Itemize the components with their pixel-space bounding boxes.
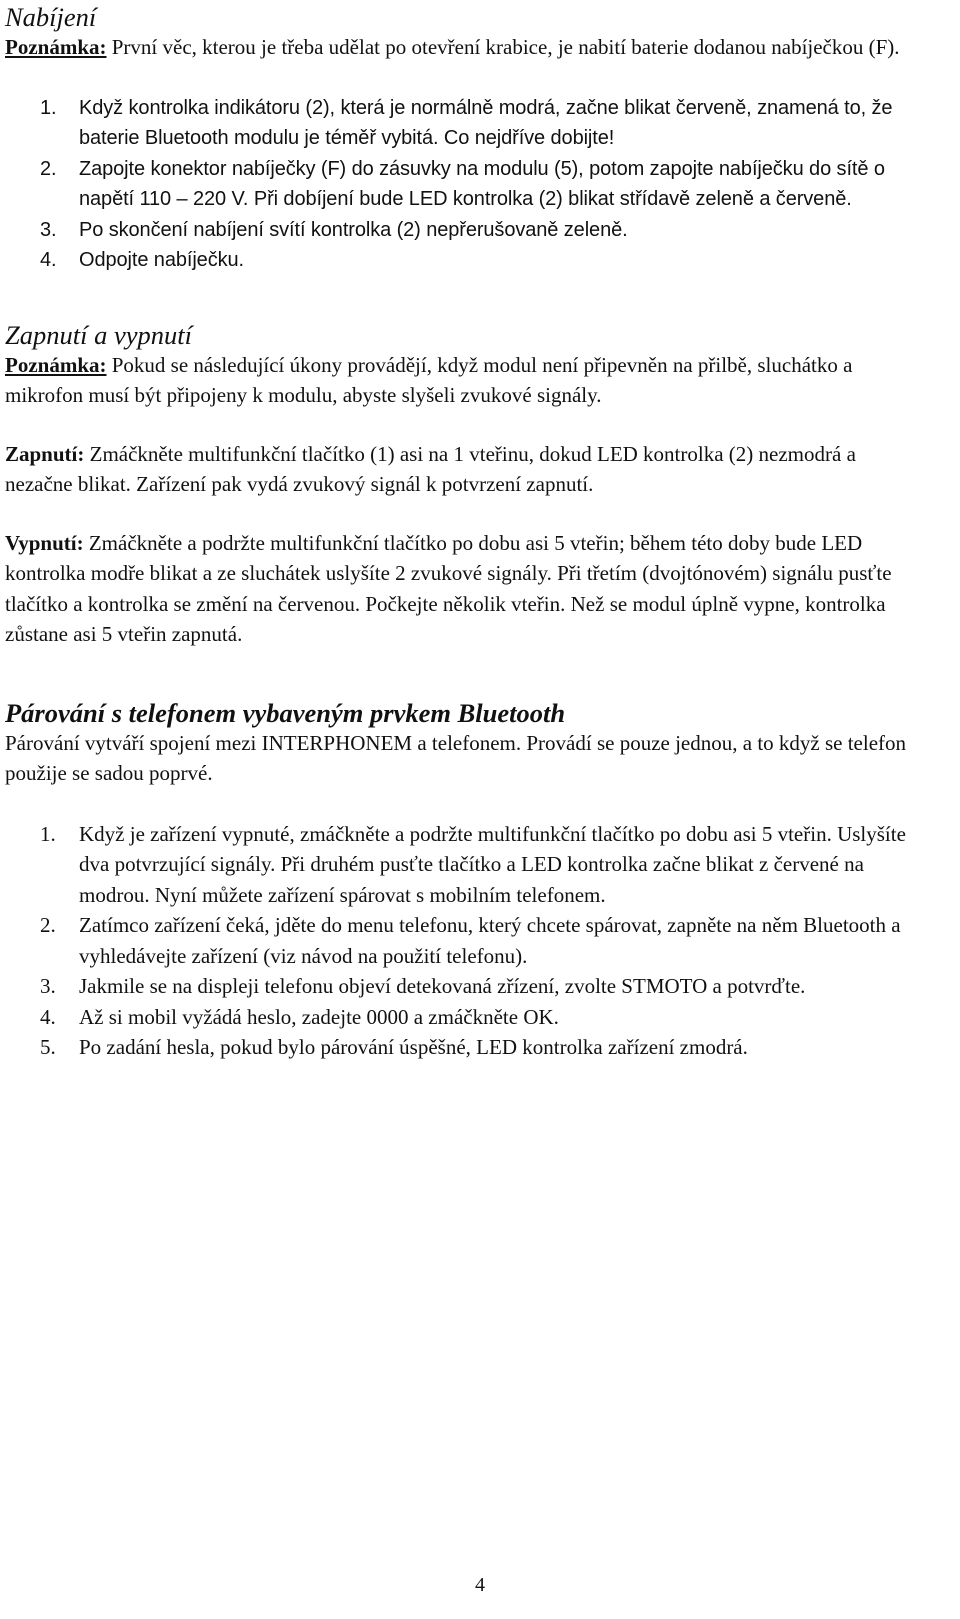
- power-off-paragraph: [5, 528, 925, 650]
- power-off-label: Vypnutí:: [5, 530, 84, 555]
- list-text: Odpojte nabíječku.: [79, 249, 244, 271]
- list-item: [5, 819, 925, 911]
- power-on-label: Zapnutí:: [5, 441, 85, 466]
- page-number: 4: [475, 1574, 485, 1596]
- list-number: 1.: [40, 821, 56, 846]
- list-item: [5, 1002, 925, 1033]
- list-number: 4.: [40, 249, 57, 271]
- pairing-intro: Párování vytváří spojení mezi INTERPHONEM a telefonem. Provádí se pouze jednou, a to když se telefon použije se sadou poprvé.: [5, 730, 907, 785]
- list-item: [5, 215, 925, 246]
- list-item: [5, 971, 925, 1002]
- list-number: 2.: [40, 913, 56, 937]
- document-page: [5, 0, 925, 1063]
- list-text: Jakmile se na displeji telefonu objeví detekovaná zřízení, zvolte STMOTO a potvrďte.: [79, 974, 806, 998]
- section-title-power: Zapnutí a vypnutí: [5, 319, 192, 350]
- pairing-steps: [5, 819, 925, 1063]
- spacer: [5, 63, 925, 93]
- section-title-pairing: Párování s telefonem vybaveným prvkem Bluetooth: [5, 697, 566, 728]
- note-label: Poznámka:: [5, 35, 107, 59]
- note-text: Pokud se následující úkony provádějí, když modul není připevněn na přilbě, sluchátko a mikrofon musí být připojeny k modulu, abyste slyšeli zvukové signály.: [5, 352, 853, 407]
- list-item: [5, 93, 925, 154]
- list-text: Až si mobil vyžádá heslo, zadejte 0000 a zmáčkněte OK.: [79, 1004, 559, 1029]
- charging-note: [5, 32, 925, 63]
- power-off-text: Zmáčkněte a podržte multifunkční tlačítko po dobu asi 5 vteřin; během této doby bude LED kontrolka modře blikat a ze sluchátek uslyšíte 2 zvukové signály. Při třetím (dvojtónovém) signálu pusťte tlačítko a kontrolka se změní na červenou. Počkejte několik vteřin. Než se modul úplně vypne, kontrolka zůstane asi 5 vteřin zapnutá.: [5, 530, 892, 646]
- charging-steps: [5, 93, 925, 276]
- spacer: [5, 500, 925, 528]
- spacer: [5, 789, 925, 819]
- list-text: Po skončení nabíjení svítí kontrolka (2) nepřerušovaně zeleně.: [79, 218, 628, 241]
- list-text: Zatímco zařízení čeká, jděte do menu telefonu, který chcete spárovat, zapněte na něm Bluetooth a vyhledávejte zařízení (viz návod na použití telefonu).: [79, 913, 901, 968]
- list-text: Zapojte konektor nabíječky (F) do zásuvky na modulu (5), potom zapojte nabíječku do sítě o napětí 110 – 220 V. Při dobíjení bude LED kontrolka (2) blikat střídavě zeleně a červeně.: [79, 157, 885, 210]
- note-label: Poznámka:: [5, 352, 107, 377]
- list-number: 3.: [40, 218, 57, 241]
- list-number: 3.: [40, 974, 56, 998]
- list-text: Když kontrolka indikátoru (2), která je normálně modrá, začne blikat červeně, znamená to, že baterie Bluetooth modulu je téměř vybitá. Co nejdříve dobijte!: [79, 96, 893, 149]
- note-text: První věc, kterou je třeba udělat po otevření krabice, je nabití baterie dodanou nabíječkou (F).: [106, 35, 900, 59]
- list-number: 2.: [40, 157, 57, 180]
- list-number: 4.: [40, 1004, 56, 1029]
- list-number: 1.: [40, 96, 57, 119]
- power-on-text: Zmáčkněte multifunkční tlačítko (1) asi na 1 vteřinu, dokud LED kontrolka (2) nezmodrá a nezačne blikat. Zařízení pak vydá zvukový signál k potvrzení zapnutí.: [5, 441, 856, 496]
- list-text: Po zadání hesla, pokud bylo párování úspěšné, LED kontrolka zařízení zmodrá.: [79, 1035, 748, 1059]
- spacer: [5, 411, 925, 439]
- section-title-charging: Nabíjení: [5, 2, 97, 32]
- power-on-paragraph: [5, 439, 925, 500]
- list-text: Když je zařízení vypnuté, zmáčkněte a podržte multifunkční tlačítko po dobu asi 5 vteřin. Uslyšíte dva potvrzující signály. Při druhém pusťte tlačítko a LED kontrolka začne blikat z červené na modrou. Nyní můžete zařízení spárovat s mobilním telefonem.: [79, 821, 906, 907]
- list-item: [5, 154, 925, 215]
- list-item: [5, 245, 925, 276]
- list-number: 5.: [40, 1035, 56, 1059]
- list-item: [5, 1032, 925, 1063]
- power-note: [5, 350, 925, 411]
- list-item: [5, 910, 925, 971]
